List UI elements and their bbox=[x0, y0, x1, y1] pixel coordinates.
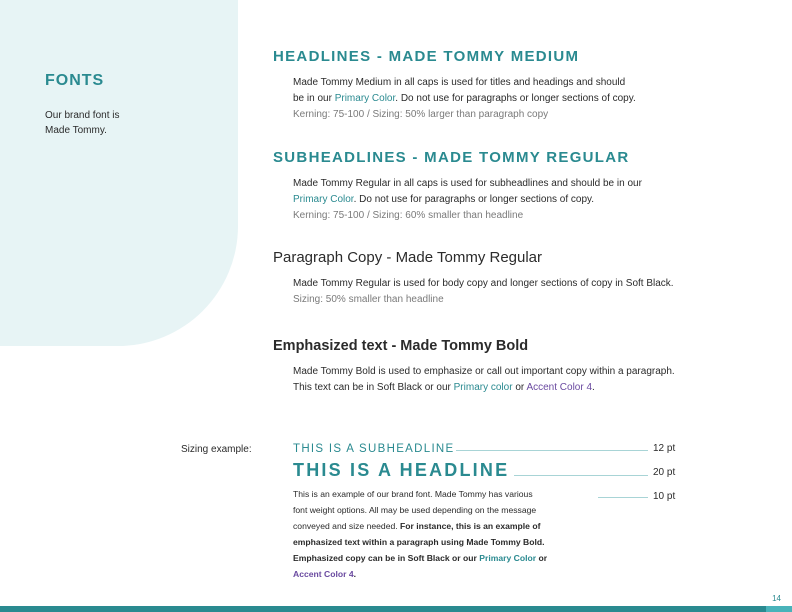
subheadlines-section bbox=[273, 149, 763, 224]
subheadlines-title: SUBHEADLINES - MADE TOMMY REGULAR bbox=[273, 149, 630, 166]
sidebar-background bbox=[0, 0, 238, 346]
subheadlines-note: Kerning: 75-100 / Sizing: 60% smaller than headline bbox=[293, 210, 524, 221]
emphasized-line-2-mid: or bbox=[512, 382, 527, 393]
example-line-2: font weight options. All may be used depending on the message bbox=[293, 505, 537, 515]
headlines-line-2-tail: . Do not use for paragraphs or longer sections of copy. bbox=[395, 93, 636, 104]
example-line-5-text: Emphasized copy can be in Soft Black or our bbox=[293, 553, 480, 563]
example-headline: THIS IS A HEADLINE bbox=[293, 460, 510, 480]
pt-size-paragraph: 10 pt bbox=[653, 491, 676, 502]
emphasized-line-2-text: This text can be in Soft Black or our bbox=[293, 382, 454, 393]
subheadlines-body bbox=[293, 176, 763, 224]
example-line-5-tail: or bbox=[536, 553, 548, 563]
emphasized-section bbox=[273, 337, 763, 396]
headline-leader-line bbox=[514, 475, 648, 476]
sidebar-description bbox=[45, 108, 195, 138]
emphasized-line-2-tail: . bbox=[592, 382, 595, 393]
emphasized-line-2 bbox=[293, 380, 763, 396]
example-line-3 bbox=[293, 518, 603, 534]
paragraph-line-1: Made Tommy Regular is used for body copy and longer sections of copy in Soft Black. bbox=[293, 278, 674, 289]
page-number: 14 bbox=[772, 594, 781, 603]
example-line-6-tail: . bbox=[353, 569, 357, 579]
primary-color-text: Primary color bbox=[453, 382, 513, 393]
emphasized-body bbox=[293, 364, 763, 396]
primary-color-text: Primary Color bbox=[334, 93, 396, 104]
headlines-line-2 bbox=[293, 91, 763, 107]
paragraph-note: Sizing: 50% smaller than headline bbox=[293, 294, 444, 305]
subheadlines-line-1: Made Tommy Regular in all caps is used for subheadlines and should be in our bbox=[293, 178, 642, 189]
accent-color-4-text: Accent Color 4 bbox=[526, 382, 593, 393]
headlines-line-1: Made Tommy Medium in all caps is used for titles and headings and should bbox=[293, 77, 626, 88]
example-subheadline: THIS IS A SUBHEADLINE bbox=[293, 443, 455, 455]
paragraph-title: Paragraph Copy - Made Tommy Regular bbox=[273, 249, 543, 266]
example-line-3-text: conveyed and size needed. bbox=[293, 521, 401, 531]
primary-color-text: Primary Color bbox=[479, 553, 537, 563]
pt-size-headline: 20 pt bbox=[653, 467, 676, 478]
headlines-body bbox=[293, 75, 763, 123]
example-paragraph bbox=[293, 486, 603, 582]
example-line-6 bbox=[293, 566, 603, 582]
headlines-line-2-text: be in our bbox=[293, 93, 335, 104]
headlines-note: Kerning: 75-100 / Sizing: 50% larger than paragraph copy bbox=[293, 109, 549, 120]
subheadline-leader-line bbox=[456, 450, 648, 451]
subheadlines-line-2-tail: . Do not use for paragraphs or longer sections of copy. bbox=[353, 194, 595, 205]
emphasized-title: Emphasized text - Made Tommy Bold bbox=[273, 338, 529, 354]
accent-color-4-text: Accent Color 4 bbox=[293, 569, 354, 579]
paragraph-body bbox=[293, 276, 763, 308]
emphasized-line-1: Made Tommy Bold is used to emphasize or call out important copy within a paragraph. bbox=[293, 366, 675, 377]
paragraph-section bbox=[273, 249, 763, 308]
example-line-5 bbox=[293, 550, 603, 566]
sidebar-title: FONTS bbox=[45, 72, 105, 89]
sidebar-line-2: Made Tommy. bbox=[45, 125, 107, 136]
subheadlines-line-2 bbox=[293, 192, 763, 208]
sidebar-line-1: Our brand font is bbox=[45, 110, 120, 121]
footer-accent-bar bbox=[766, 606, 792, 612]
headlines-title: HEADLINES - MADE TOMMY MEDIUM bbox=[273, 48, 580, 65]
example-line-1: This is an example of our brand font. Made Tommy has various bbox=[293, 489, 533, 499]
pt-size-subheadline: 12 pt bbox=[653, 443, 676, 454]
primary-color-text: Primary Color bbox=[293, 194, 354, 205]
footer-bar bbox=[0, 606, 766, 612]
example-line-3-bold: For instance, this is an example of bbox=[400, 521, 541, 531]
sizing-example-label: Sizing example: bbox=[181, 444, 252, 455]
example-line-4: emphasized text within a paragraph using Made Tommy Bold. bbox=[293, 537, 545, 547]
paragraph-leader-line bbox=[598, 497, 648, 498]
headlines-section bbox=[273, 48, 763, 123]
